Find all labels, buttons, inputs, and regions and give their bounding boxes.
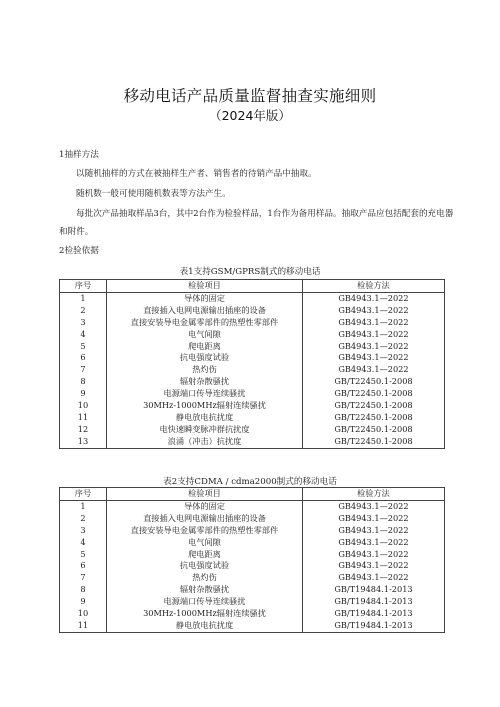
- cell-test-method: GB/T22450.1-2008: [303, 388, 445, 400]
- cell-number: 12: [60, 424, 107, 436]
- cell-test-method: GB4943.1—2022: [303, 549, 445, 561]
- table-row: [60, 537, 445, 549]
- column-header-item: 检验项目: [107, 488, 303, 501]
- cell-test-item: 30MHz-1000MHz辐射连续骚扰: [107, 608, 303, 620]
- section-1-heading: 1抽样方法: [59, 150, 99, 160]
- table-row: [60, 317, 445, 329]
- cell-test-method: GB/T22450.1-2008: [303, 436, 445, 448]
- table-row: [60, 292, 445, 304]
- cell-test-item: 辐射杂散骚扰: [107, 584, 303, 596]
- cell-test-item: 导体的固定: [107, 500, 303, 512]
- cell-number: 2: [60, 305, 107, 317]
- table-1-caption: 表1支持GSM/GPRS制式的移动电话: [179, 267, 321, 277]
- cell-test-item: 电源端口传导连续骚扰: [107, 388, 303, 400]
- cell-number: 13: [60, 436, 107, 448]
- cell-test-item: 电气间隙: [107, 329, 303, 341]
- table-1: [59, 279, 445, 449]
- section-2-heading: 2检验依据: [59, 246, 99, 256]
- cell-test-item: 电气间隙: [107, 537, 303, 549]
- cell-number: 3: [60, 525, 107, 537]
- table-row: [60, 436, 445, 448]
- document-subtitle: （2024年版）: [209, 108, 291, 123]
- cell-number: 5: [60, 341, 107, 353]
- cell-test-method: GB4943.1—2022: [303, 292, 445, 304]
- column-header-number: 序号: [60, 488, 107, 501]
- cell-test-method: GB/T19484.1-2013: [303, 608, 445, 620]
- table-2-caption: 表2支持CDMA / cdma2000制式的移动电话: [163, 477, 337, 487]
- column-header-method: 检验方法: [303, 488, 445, 501]
- table-row: [60, 500, 445, 512]
- cell-number: 7: [60, 364, 107, 376]
- cell-test-method: GB4943.1—2022: [303, 500, 445, 512]
- cell-test-item: 热灼伤: [107, 364, 303, 376]
- cell-test-method: GB4943.1—2022: [303, 560, 445, 572]
- cell-test-method: GB4943.1—2022: [303, 572, 445, 584]
- paragraph-sample-quantity: 每批次产品抽取样品3台，其中2台作为检验样品，1台作为备用样品。抽取产品应包括配套的充电器: [76, 209, 454, 219]
- cell-number: 4: [60, 329, 107, 341]
- table-row: [60, 424, 445, 436]
- cell-number: 11: [60, 620, 107, 632]
- cell-test-item: 30MHz-1000MHz辐射连续骚扰: [107, 400, 303, 412]
- column-header-item: 检验项目: [107, 280, 303, 293]
- cell-number: 2: [60, 513, 107, 525]
- cell-test-method: GB/T19484.1-2013: [303, 584, 445, 596]
- cell-number: 11: [60, 412, 107, 424]
- cell-number: 10: [60, 400, 107, 412]
- cell-test-method: GB/T22450.1-2008: [303, 376, 445, 388]
- cell-test-item: 直接安装导电金属零部件的热塑性零部件: [107, 317, 303, 329]
- cell-test-item: 爬电距离: [107, 341, 303, 353]
- table-2: [59, 487, 445, 633]
- cell-number: 10: [60, 608, 107, 620]
- cell-number: 6: [60, 560, 107, 572]
- table-row: [60, 329, 445, 341]
- cell-test-item: 直接插入电网电源输出插座的设备: [107, 513, 303, 525]
- cell-test-item: 电源端口传导连续骚扰: [107, 596, 303, 608]
- paragraph-sampling-method: 以随机抽样的方式在被抽样生产者、销售者的待销产品中抽取。: [76, 169, 317, 179]
- cell-test-method: GB4943.1—2022: [303, 364, 445, 376]
- cell-test-item: 静电放电抗扰度: [107, 620, 303, 632]
- cell-test-method: GB4943.1—2022: [303, 341, 445, 353]
- cell-number: 8: [60, 584, 107, 596]
- cell-number: 5: [60, 549, 107, 561]
- table-header-row: [60, 280, 445, 293]
- table-row: [60, 341, 445, 353]
- cell-test-method: GB4943.1—2022: [303, 352, 445, 364]
- cell-test-item: 浪涌（冲击）抗扰度: [107, 436, 303, 448]
- cell-number: 6: [60, 352, 107, 364]
- table-row: [60, 412, 445, 424]
- cell-number: 7: [60, 572, 107, 584]
- table-row: [60, 560, 445, 572]
- cell-test-item: 抗电强度试验: [107, 352, 303, 364]
- cell-test-method: GB/T22450.1-2008: [303, 412, 445, 424]
- column-header-method: 检验方法: [303, 280, 445, 293]
- cell-test-item: 直接插入电网电源输出插座的设备: [107, 305, 303, 317]
- table-row: [60, 596, 445, 608]
- cell-test-method: GB4943.1—2022: [303, 305, 445, 317]
- cell-number: 1: [60, 500, 107, 512]
- document-title: 移动电话产品质量监督抽查实施细则: [123, 87, 377, 105]
- table-row: [60, 620, 445, 632]
- cell-test-method: GB4943.1—2022: [303, 329, 445, 341]
- cell-number: 3: [60, 317, 107, 329]
- cell-test-item: 爬电距离: [107, 549, 303, 561]
- cell-number: 9: [60, 388, 107, 400]
- cell-test-item: 静电放电抗扰度: [107, 412, 303, 424]
- table-row: [60, 388, 445, 400]
- cell-test-method: GB/T19484.1-2013: [303, 596, 445, 608]
- cell-number: 4: [60, 537, 107, 549]
- cell-test-method: GB4943.1—2022: [303, 513, 445, 525]
- table-row: [60, 584, 445, 596]
- cell-test-method: GB4943.1—2022: [303, 525, 445, 537]
- table-row: [60, 572, 445, 584]
- cell-test-item: 直接安装导电金属零部件的热塑性零部件: [107, 525, 303, 537]
- table-row: [60, 525, 445, 537]
- table-header-row: [60, 488, 445, 501]
- table-row: [60, 364, 445, 376]
- table-row: [60, 608, 445, 620]
- cell-test-item: 辐射杂散骚扰: [107, 376, 303, 388]
- cell-test-item: 抗电强度试验: [107, 560, 303, 572]
- cell-number: 1: [60, 292, 107, 304]
- table-row: [60, 352, 445, 364]
- table-row: [60, 513, 445, 525]
- cell-number: 8: [60, 376, 107, 388]
- table-row: [60, 376, 445, 388]
- column-header-number: 序号: [60, 280, 107, 293]
- paragraph-sample-quantity-continued: 和附件。: [59, 227, 94, 237]
- cell-number: 9: [60, 596, 107, 608]
- cell-test-method: GB/T22450.1-2008: [303, 400, 445, 412]
- paragraph-random-number: 随机数一般可使用随机数表等方法产生。: [76, 189, 231, 199]
- cell-test-method: GB4943.1—2022: [303, 317, 445, 329]
- table-row: [60, 400, 445, 412]
- cell-test-method: GB/T19484.1-2013: [303, 620, 445, 632]
- cell-test-method: GB4943.1—2022: [303, 537, 445, 549]
- cell-test-method: GB/T22450.1-2008: [303, 424, 445, 436]
- table-row: [60, 305, 445, 317]
- cell-test-item: 电快速瞬变脉冲群抗扰度: [107, 424, 303, 436]
- cell-test-item: 导体的固定: [107, 292, 303, 304]
- table-row: [60, 549, 445, 561]
- cell-test-item: 热灼伤: [107, 572, 303, 584]
